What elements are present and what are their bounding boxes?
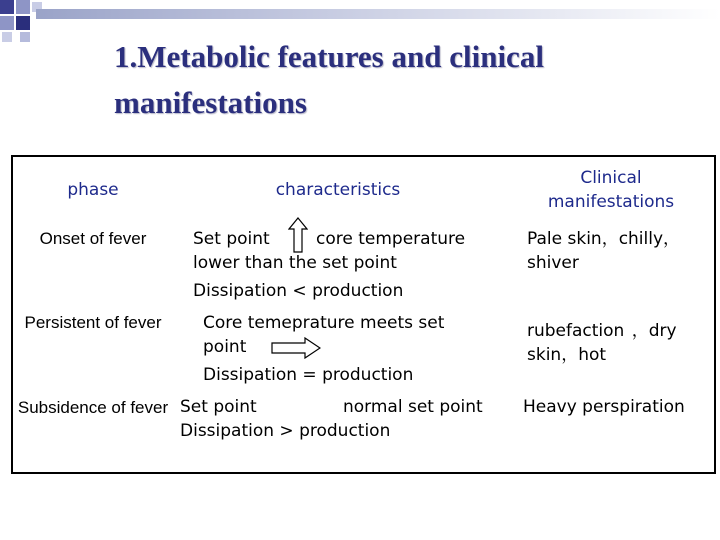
row-subsidence-char-1b: normal set point bbox=[343, 397, 483, 417]
right-arrow-icon bbox=[271, 337, 321, 359]
row-onset-char-1b: core temperature bbox=[316, 229, 466, 249]
slide-title: 1.Metabolic features and clinical manifestations bbox=[114, 39, 544, 120]
header-bar bbox=[36, 9, 720, 19]
header-characteristics: characteristics bbox=[275, 180, 401, 200]
features-table bbox=[11, 155, 716, 474]
row-onset-phase: Onset of fever bbox=[39, 229, 147, 248]
row-subsidence-char-1a: Set point bbox=[180, 397, 257, 417]
row-persistent-phase: Persistent of fever bbox=[24, 313, 162, 332]
row-subsidence-clinical: Heavy perspiration bbox=[523, 397, 685, 417]
row-onset-char-3: Dissipation < production bbox=[193, 281, 404, 301]
row-persistent-char-3: Dissipation = production bbox=[203, 365, 414, 385]
row-persistent-char-1: Core temeprature meets set bbox=[203, 313, 445, 333]
row-onset-clinical: Pale skin，chilly，shiver bbox=[527, 229, 681, 273]
row-onset-char-2: lower than the set point bbox=[193, 253, 397, 273]
header-phase: phase bbox=[67, 180, 119, 200]
row-subsidence-char-2: Dissipation > production bbox=[180, 421, 391, 441]
row-onset-char-1a: Set point bbox=[193, 229, 270, 249]
row-persistent-char-2: point bbox=[203, 337, 247, 357]
header-clinical: Clinical manifestations bbox=[547, 168, 675, 212]
up-arrow-icon bbox=[288, 217, 308, 253]
row-persistent-clinical: rubefaction ，dry skin，hot bbox=[527, 321, 677, 365]
row-subsidence-phase: Subsidence of fever bbox=[17, 398, 169, 417]
